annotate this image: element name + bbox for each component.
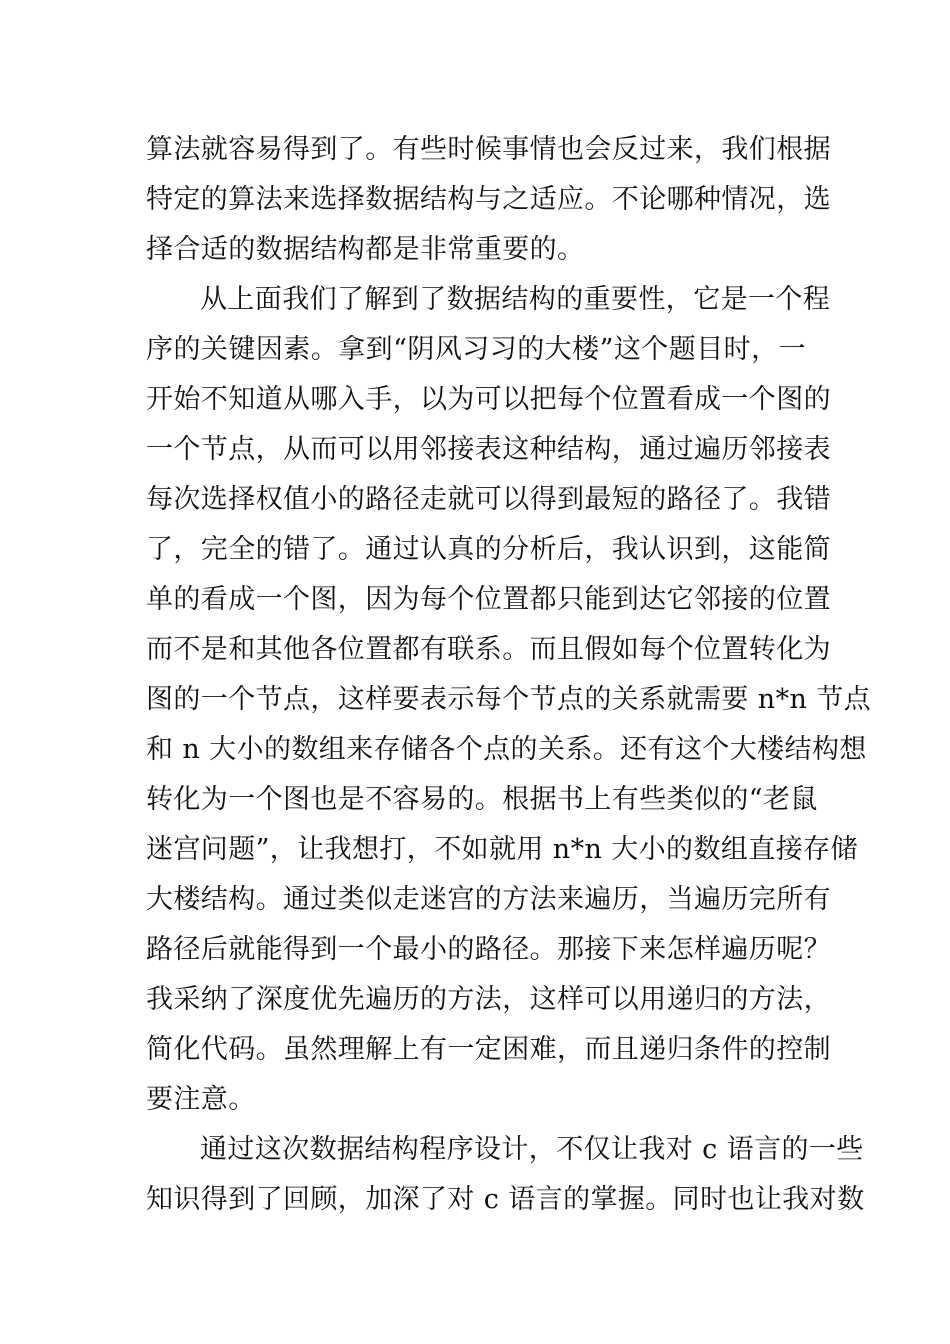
text-line: 开始不知道从哪入手，以为可以把每个位置看成一个图的 <box>146 384 831 415</box>
text-line: 和 n 大小的数组来存储各个点的关系。还有这个大楼结构想 <box>146 734 867 765</box>
text-line: 择合适的数据结构都是非常重要的。 <box>146 234 585 265</box>
text-line: 图的一个节点，这样要表示每个节点的关系就需要 n*n 节点 <box>146 684 872 715</box>
text-line: 单的看成一个图，因为每个位置都只能到达它邻接的位置 <box>146 584 831 615</box>
text-line: 每次选择权值小的路径走就可以得到最短的路径了。我错 <box>146 484 831 515</box>
text-line: 大楼结构。通过类似走迷宫的方法来遍历，当遍历完所有 <box>146 884 831 915</box>
text-line: 算法就容易得到了。有些时候事情也会反过来，我们根据 <box>146 134 831 165</box>
paragraph-first-line: 从上面我们了解到了数据结构的重要性，它是一个程 <box>200 284 831 315</box>
text-line: 特定的算法来选择数据结构与之适应。不论哪种情况，选 <box>146 184 831 215</box>
text-line: 一个节点，从而可以用邻接表这种结构，通过遍历邻接表 <box>146 434 831 465</box>
paragraph-first-line: 通过这次数据结构程序设计，不仅让我对 c 语言的一些 <box>200 1134 864 1165</box>
text-line: 简化代码。虽然理解上有一定困难，而且递归条件的控制 <box>146 1034 831 1065</box>
text-line: 而不是和其他各位置都有联系。而且假如每个位置转化为 <box>146 634 831 665</box>
text-line: 了，完全的错了。通过认真的分析后，我认识到，这能简 <box>146 534 831 565</box>
text-line: 知识得到了回顾，加深了对 c 语言的掌握。同时也让我对数 <box>146 1184 865 1215</box>
text-line: 序的关键因素。拿到“阴风习习的大楼”这个题目时，一 <box>146 334 806 365</box>
text-line: 路径后就能得到一个最小的路径。那接下来怎样遍历呢？ <box>146 934 831 965</box>
text-line: 我采纳了深度优先遍历的方法，这样可以用递归的方法， <box>146 984 831 1015</box>
text-line: 迷宫问题”，让我想打，不如就用 n*n 大小的数组直接存储 <box>146 834 858 865</box>
text-line: 转化为一个图也是不容易的。根据书上有些类似的“老鼠 <box>146 784 818 815</box>
text-line: 要注意。 <box>146 1084 256 1115</box>
